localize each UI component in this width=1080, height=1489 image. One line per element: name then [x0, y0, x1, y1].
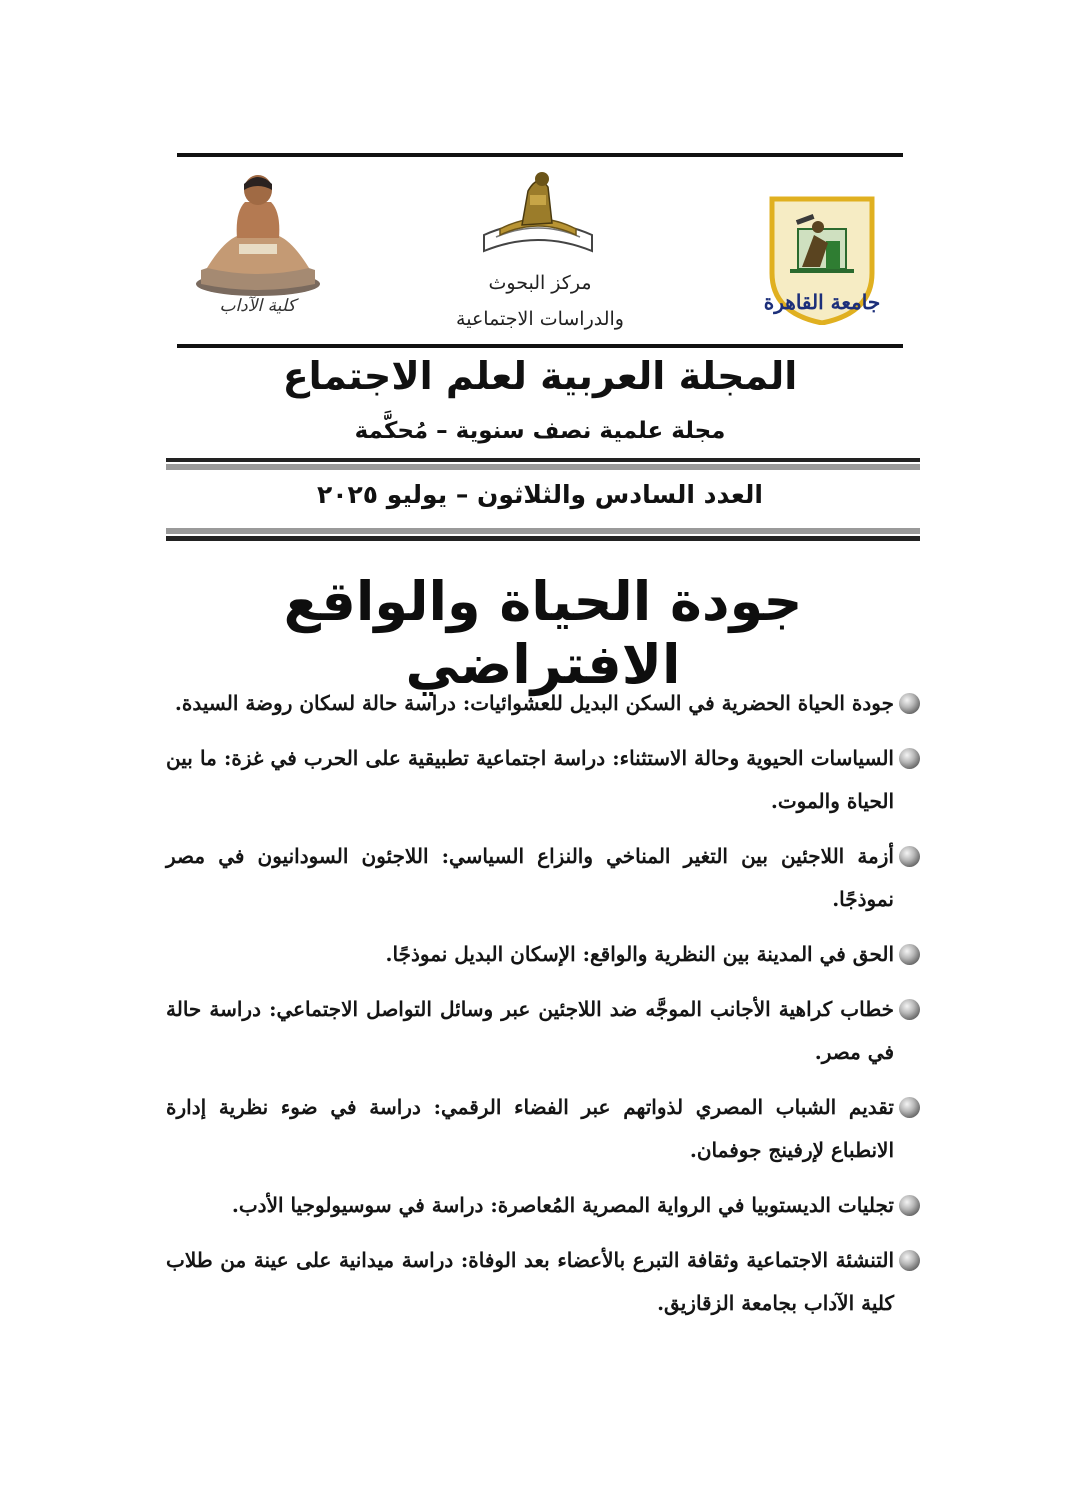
articles-list — [166, 682, 920, 1337]
bullet-icon — [899, 999, 920, 1020]
article-title: تجليات الديستوبيا في الرواية المصرية المُعاصرة: دراسة في سوسيولوجيا الأدب. — [231, 1193, 894, 1217]
article-title: تقديم الشباب المصري لذواتهم عبر الفضاء الرقمي: دراسة في ضوء نظرية إدارة الانطباع لإرفينج جوفمان. — [166, 1095, 894, 1162]
bullet-icon — [899, 1195, 920, 1216]
article-item — [166, 1086, 920, 1172]
article-item — [166, 737, 920, 823]
article-item — [166, 682, 920, 725]
article-title: أزمة اللاجئين بين التغير المناخي والنزاع السياسي: اللاجئون السودانيون في مصر نموذجًا. — [166, 844, 894, 911]
bullet-icon — [899, 1250, 920, 1271]
article-title: السياسات الحيوية وحالة الاستثناء: دراسة اجتماعية تطبيقية على الحرب في غزة: ما بين الحياة والموت. — [166, 746, 894, 813]
research-center-logo — [482, 165, 594, 265]
article-item — [166, 933, 920, 976]
center-caption-line2: والدراسات الاجتماعية — [456, 308, 624, 330]
article-title: خطاب كراهية الأجانب الموجَّه ضد اللاجئين عبر وسائل التواصل الاجتماعي: دراسة حالة في مصر. — [166, 997, 894, 1064]
issue-line: العدد السادس والثلاثون – يوليو ٢٠٢٥ — [317, 480, 763, 509]
article-item — [166, 988, 920, 1074]
bullet-icon — [899, 846, 920, 867]
bullet-icon — [899, 748, 920, 769]
article-item — [166, 1239, 920, 1325]
article-item — [166, 1184, 920, 1227]
article-item — [166, 835, 920, 921]
faculty-of-arts-label: كلية الآداب — [219, 296, 296, 316]
issue-band-top — [166, 458, 920, 470]
main-title: جودة الحياة والواقع الافتراضي — [283, 570, 803, 696]
article-title: جودة الحياة الحضرية في السكن البديل للعشوائيات: دراسة حالة لسكان روضة السيدة. — [174, 691, 894, 715]
issue-band-bottom — [166, 528, 920, 541]
header-bottom-rule — [177, 344, 903, 348]
journal-title: المجلة العربية لعلم الاجتماع — [282, 354, 798, 398]
bullet-icon — [899, 1097, 920, 1118]
center-caption-line1: مركز البحوث — [488, 272, 592, 294]
cairo-university-label: جامعة القاهرة — [763, 290, 881, 314]
bullet-icon — [899, 944, 920, 965]
article-title: التنشئة الاجتماعية وثقافة التبرع بالأعضاء بعد الوفاة: دراسة ميدانية على عينة من طلاب كلية الآداب بجامعة الزقازيق. — [166, 1248, 894, 1315]
header-top-rule — [177, 153, 903, 157]
journal-subtitle: مجلة علمية نصف سنوية – مُحكَّمة — [354, 418, 726, 444]
bullet-icon — [899, 693, 920, 714]
article-title: الحق في المدينة بين النظرية والواقع: الإسكان البديل نموذجًا. — [385, 942, 894, 966]
